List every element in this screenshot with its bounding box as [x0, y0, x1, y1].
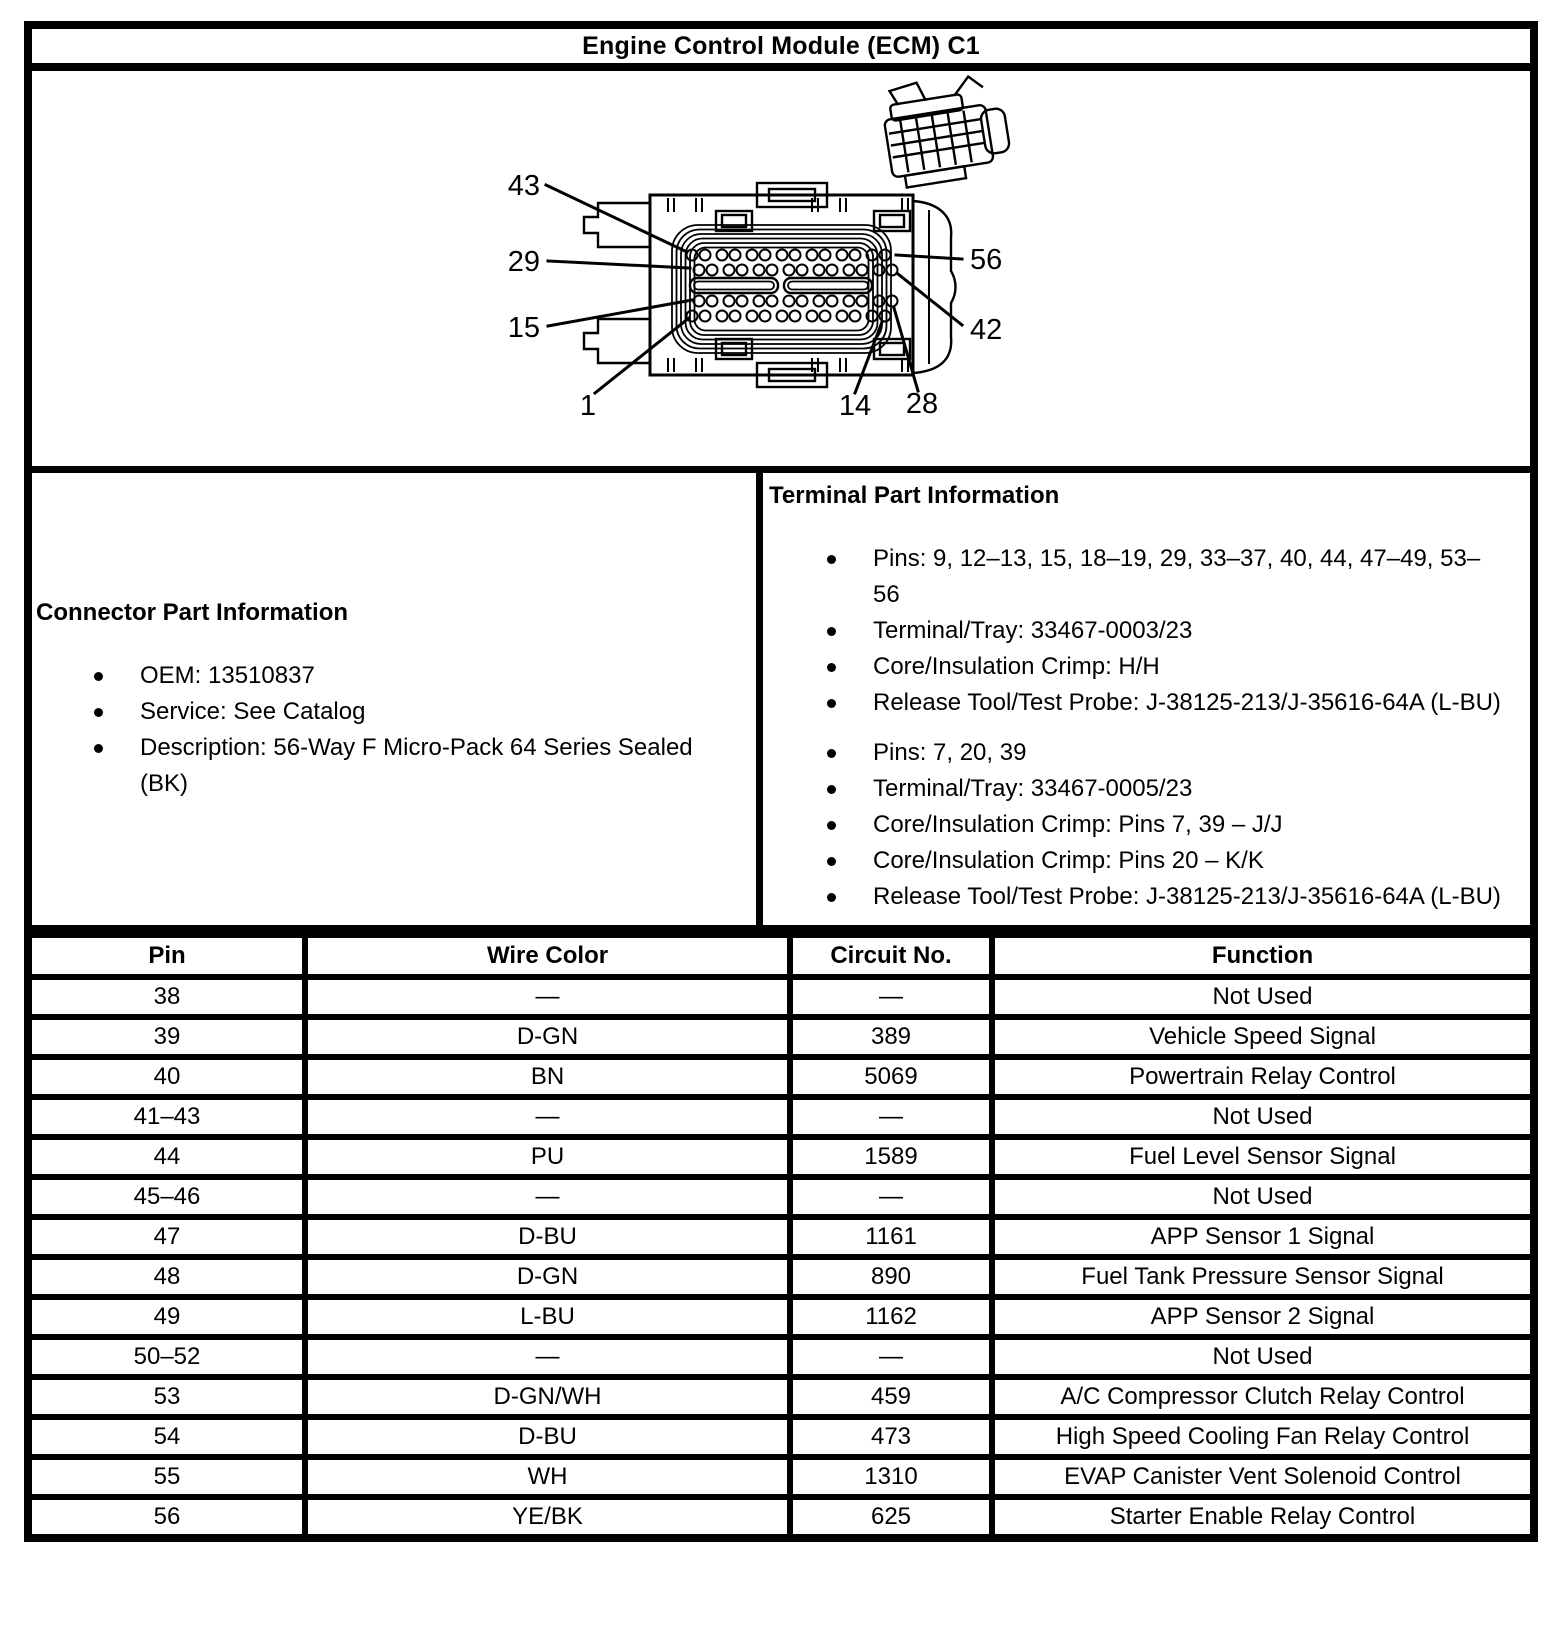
- cell-function: APP Sensor 1 Signal: [992, 1217, 1530, 1257]
- table-row: [32, 1097, 1530, 1137]
- cell-circuit-no: 5069: [790, 1057, 992, 1097]
- cell-pin: 50–52: [32, 1337, 305, 1377]
- cell-wire-color: D-GN/WH: [305, 1377, 790, 1417]
- connector-face-drawing: [32, 71, 1530, 466]
- pin-table-body: [32, 977, 1530, 1534]
- terminal-part-info-list-2: [769, 735, 1506, 915]
- cell-circuit-no: 389: [790, 1017, 992, 1057]
- cell-circuit-no: —: [790, 1097, 992, 1137]
- terminal-part-info-heading: Terminal Part Information: [769, 482, 1060, 509]
- cell-function: Not Used: [992, 1097, 1530, 1137]
- cell-pin: 49: [32, 1297, 305, 1337]
- cell-pin: 44: [32, 1137, 305, 1177]
- cell-circuit-no: 890: [790, 1257, 992, 1297]
- table-row: [32, 1377, 1530, 1417]
- cell-wire-color: L-BU: [305, 1297, 790, 1337]
- cell-wire-color: D-GN: [305, 1017, 790, 1057]
- header-circuit-no: Circuit No.: [790, 935, 992, 977]
- cell-function: High Speed Cooling Fan Relay Control: [992, 1417, 1530, 1457]
- cell-circuit-no: —: [790, 1337, 992, 1377]
- cell-wire-color: —: [305, 1097, 790, 1137]
- cell-function: Powertrain Relay Control: [992, 1057, 1530, 1097]
- connector-diagram-cell: [32, 71, 1530, 473]
- terminal-part-info-list-1: [769, 541, 1506, 721]
- cell-function: Not Used: [992, 1337, 1530, 1377]
- pin-label-1: 1: [579, 390, 597, 422]
- cell-function: Starter Enable Relay Control: [992, 1497, 1530, 1534]
- cell-pin: 47: [32, 1217, 305, 1257]
- cell-function: Not Used: [992, 1177, 1530, 1217]
- cell-circuit-no: 1162: [790, 1297, 992, 1337]
- cell-pin: 39: [32, 1017, 305, 1057]
- cell-wire-color: —: [305, 977, 790, 1017]
- cell-wire-color: —: [305, 1337, 790, 1377]
- cell-circuit-no: 625: [790, 1497, 992, 1534]
- pin-holes: [687, 250, 898, 322]
- header-wire-color: Wire Color: [305, 935, 790, 977]
- pin-table: [32, 932, 1530, 1534]
- cell-wire-color: WH: [305, 1457, 790, 1497]
- bullet-item: OEM: 13510837: [36, 658, 746, 694]
- cell-wire-color: YE/BK: [305, 1497, 790, 1534]
- table-row: [32, 1297, 1530, 1337]
- table-row: [32, 1497, 1530, 1534]
- bullet-item: Terminal/Tray: 33467-0005/23: [769, 771, 1506, 807]
- connector-part-info-list: [36, 658, 746, 802]
- document-title: Engine Control Module (ECM) C1: [32, 29, 1530, 71]
- bullet-item: Release Tool/Test Probe: J-38125-213/J-35616-64A (L-BU): [769, 879, 1506, 915]
- cell-wire-color: D-BU: [305, 1417, 790, 1457]
- cell-pin: 40: [32, 1057, 305, 1097]
- connector-3d-view: [879, 71, 1013, 189]
- connector-part-info-section: [32, 473, 763, 925]
- table-row: [32, 977, 1530, 1017]
- bullet-item: Core/Insulation Crimp: Pins 7, 39 – J/J: [769, 807, 1506, 843]
- cell-wire-color: PU: [305, 1137, 790, 1177]
- table-row: [32, 1177, 1530, 1217]
- pin-table-header-row: [32, 935, 1530, 977]
- bullet-item: Release Tool/Test Probe: J-38125-213/J-35616-64A (L-BU): [769, 685, 1506, 721]
- table-row: [32, 1057, 1530, 1097]
- cell-pin: 45–46: [32, 1177, 305, 1217]
- part-information-row: [32, 473, 1530, 932]
- cell-function: Not Used: [992, 977, 1530, 1017]
- cell-circuit-no: 473: [790, 1417, 992, 1457]
- cell-circuit-no: 459: [790, 1377, 992, 1417]
- cell-function: A/C Compressor Clutch Relay Control: [992, 1377, 1530, 1417]
- cell-circuit-no: —: [790, 977, 992, 1017]
- bullet-item: Core/Insulation Crimp: Pins 20 – K/K: [769, 843, 1506, 879]
- table-row: [32, 1217, 1530, 1257]
- cell-pin: 53: [32, 1377, 305, 1417]
- bullet-item: Terminal/Tray: 33467-0003/23: [769, 613, 1506, 649]
- pin-label-43: 43: [507, 170, 540, 202]
- cell-pin: 55: [32, 1457, 305, 1497]
- cell-pin: 56: [32, 1497, 305, 1534]
- cell-function: Fuel Tank Pressure Sensor Signal: [992, 1257, 1530, 1297]
- table-row: [32, 1137, 1530, 1177]
- cell-circuit-no: 1161: [790, 1217, 992, 1257]
- cell-pin: 54: [32, 1417, 305, 1457]
- pin-label-42: 42: [970, 314, 1003, 346]
- cell-circuit-no: 1310: [790, 1457, 992, 1497]
- cell-wire-color: BN: [305, 1057, 790, 1097]
- table-row: [32, 1257, 1530, 1297]
- table-row: [32, 1337, 1530, 1377]
- table-row: [32, 1457, 1530, 1497]
- cell-circuit-no: —: [790, 1177, 992, 1217]
- pin-label-14: 14: [838, 390, 872, 422]
- cell-wire-color: D-BU: [305, 1217, 790, 1257]
- cell-wire-color: —: [305, 1177, 790, 1217]
- cell-wire-color: D-GN: [305, 1257, 790, 1297]
- cell-pin: 48: [32, 1257, 305, 1297]
- cell-pin: 41–43: [32, 1097, 305, 1137]
- table-row: [32, 1017, 1530, 1057]
- ecm-connector-document: [24, 21, 1538, 1542]
- bullet-item: Service: See Catalog: [36, 694, 746, 730]
- pin-label-29: 29: [507, 246, 540, 278]
- cell-function: APP Sensor 2 Signal: [992, 1297, 1530, 1337]
- pin-label-15: 15: [507, 312, 540, 344]
- bullet-item: Description: 56-Way F Micro-Pack 64 Series Sealed (BK): [36, 730, 746, 802]
- cell-circuit-no: 1589: [790, 1137, 992, 1177]
- bullet-item: Core/Insulation Crimp: H/H: [769, 649, 1506, 685]
- cell-function: Vehicle Speed Signal: [992, 1017, 1530, 1057]
- header-function: Function: [992, 935, 1530, 977]
- connector-part-info-heading: Connector Part Information: [36, 599, 349, 626]
- bullet-item: Pins: 9, 12–13, 15, 18–19, 29, 33–37, 40, 44, 47–49, 53–56: [769, 541, 1506, 613]
- cell-pin: 38: [32, 977, 305, 1017]
- cell-function: EVAP Canister Vent Solenoid Control: [992, 1457, 1530, 1497]
- terminal-part-info-section: [763, 473, 1530, 925]
- header-pin: Pin: [32, 935, 305, 977]
- cell-function: Fuel Level Sensor Signal: [992, 1137, 1530, 1177]
- bullet-item: Pins: 7, 20, 39: [769, 735, 1506, 771]
- pin-label-28: 28: [905, 388, 939, 420]
- pin-label-56: 56: [970, 244, 1003, 276]
- table-row: [32, 1417, 1530, 1457]
